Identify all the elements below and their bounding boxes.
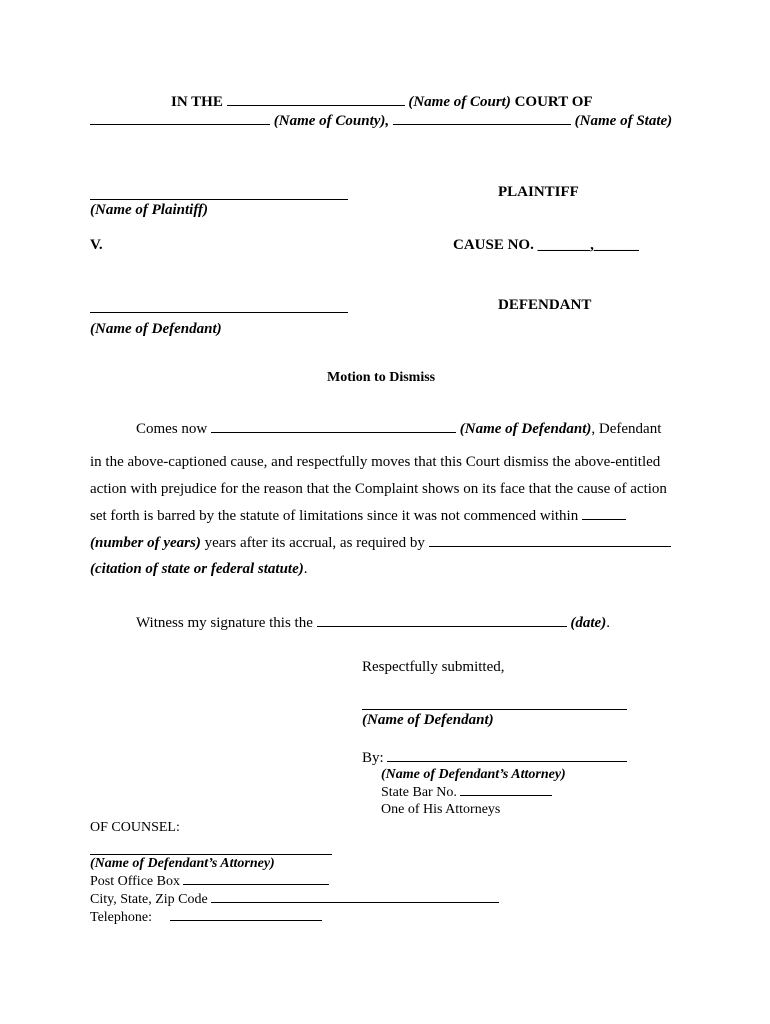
defendant-body-blank — [211, 421, 456, 433]
witness-text: Witness my signature this the — [136, 615, 313, 631]
date-placeholder: (date) — [570, 615, 607, 631]
body-line-1 — [136, 421, 661, 438]
citation-period: . — [303, 561, 308, 577]
body-line-5 — [90, 535, 671, 552]
bar-number-line — [381, 784, 552, 801]
body-defendant-placeholder: (Name of Defendant) — [459, 421, 592, 437]
cause-number: CAUSE NO. _______,______ — [453, 237, 639, 253]
telephone-blank — [170, 909, 322, 921]
city-state-zip-label: City, State, Zip Code — [90, 892, 208, 907]
defendant-name-placeholder: (Name of Defendant) — [90, 321, 222, 337]
comes-now-text: Comes now — [136, 421, 208, 437]
caption-county-placeholder: (Name of County), — [273, 113, 390, 129]
signature-line — [362, 709, 627, 710]
body-line-2: in the above-captioned cause, and respectfully moves that this Court dismiss the above-entitled — [90, 454, 661, 470]
court-caption-line1 — [171, 94, 593, 111]
of-counsel-label: OF COUNSEL: — [90, 820, 180, 835]
city-state-zip-blank — [211, 891, 499, 903]
counsel-attorney-placeholder: (Name of Defendant’s Attorney) — [90, 856, 275, 871]
city-state-zip-line — [90, 891, 499, 908]
statute-blank — [429, 535, 671, 547]
bar-number-label: State Bar No. — [381, 785, 457, 800]
body-line-3: action with prejudice for the reason that the Complaint shows on its face that the cause of action — [90, 481, 667, 497]
po-box-label: Post Office Box — [90, 874, 180, 889]
body-defendant-suffix: , Defendant — [591, 421, 662, 437]
date-blank — [317, 615, 567, 627]
closing-text: Respectfully submitted, — [362, 659, 505, 675]
counsel-name-line — [90, 854, 332, 855]
state-blank — [393, 113, 571, 125]
body-line-4-text: set forth is barred by the statute of limitations since it was not commenced within — [90, 508, 579, 524]
signature-attorney-placeholder: (Name of Defendant’s Attorney) — [381, 767, 566, 782]
signature-defendant-placeholder: (Name of Defendant) — [362, 712, 494, 728]
defendant-name-line — [90, 312, 348, 313]
by-signature-blank — [387, 750, 627, 762]
plaintiff-label: PLAINTIFF — [498, 184, 579, 200]
court-name-blank — [227, 94, 405, 106]
by-label: By: — [362, 750, 384, 766]
bar-number-blank — [460, 784, 552, 796]
by-line — [362, 750, 627, 767]
defendant-label: DEFENDANT — [498, 297, 592, 313]
plaintiff-name-line — [90, 199, 348, 200]
attorney-role: One of His Attorneys — [381, 802, 501, 817]
years-placeholder: (number of years) — [90, 535, 201, 551]
telephone-line — [90, 909, 322, 926]
caption-state-placeholder: (Name of State) — [574, 113, 673, 129]
po-box-blank — [183, 873, 329, 885]
body-line-5-text: years after its accrual, as required by — [204, 535, 425, 551]
body-line-4 — [90, 508, 626, 525]
citation-placeholder: (citation of state or federal statute) — [90, 561, 304, 577]
versus-label: V. — [90, 237, 103, 253]
county-blank — [90, 113, 270, 125]
caption-court-placeholder: (Name of Court) — [408, 94, 511, 110]
body-line-6 — [90, 561, 307, 578]
caption-court-of: COURT OF — [514, 94, 593, 110]
caption-in-the: IN THE — [171, 94, 223, 110]
years-blank — [582, 508, 626, 520]
po-box-line — [90, 873, 329, 890]
witness-line — [136, 615, 610, 632]
court-caption-line2 — [90, 113, 672, 130]
date-period: . — [606, 615, 610, 631]
telephone-label: Telephone: — [90, 910, 152, 925]
document-title: Motion to Dismiss — [327, 370, 436, 385]
plaintiff-name-placeholder: (Name of Plaintiff) — [90, 202, 209, 218]
